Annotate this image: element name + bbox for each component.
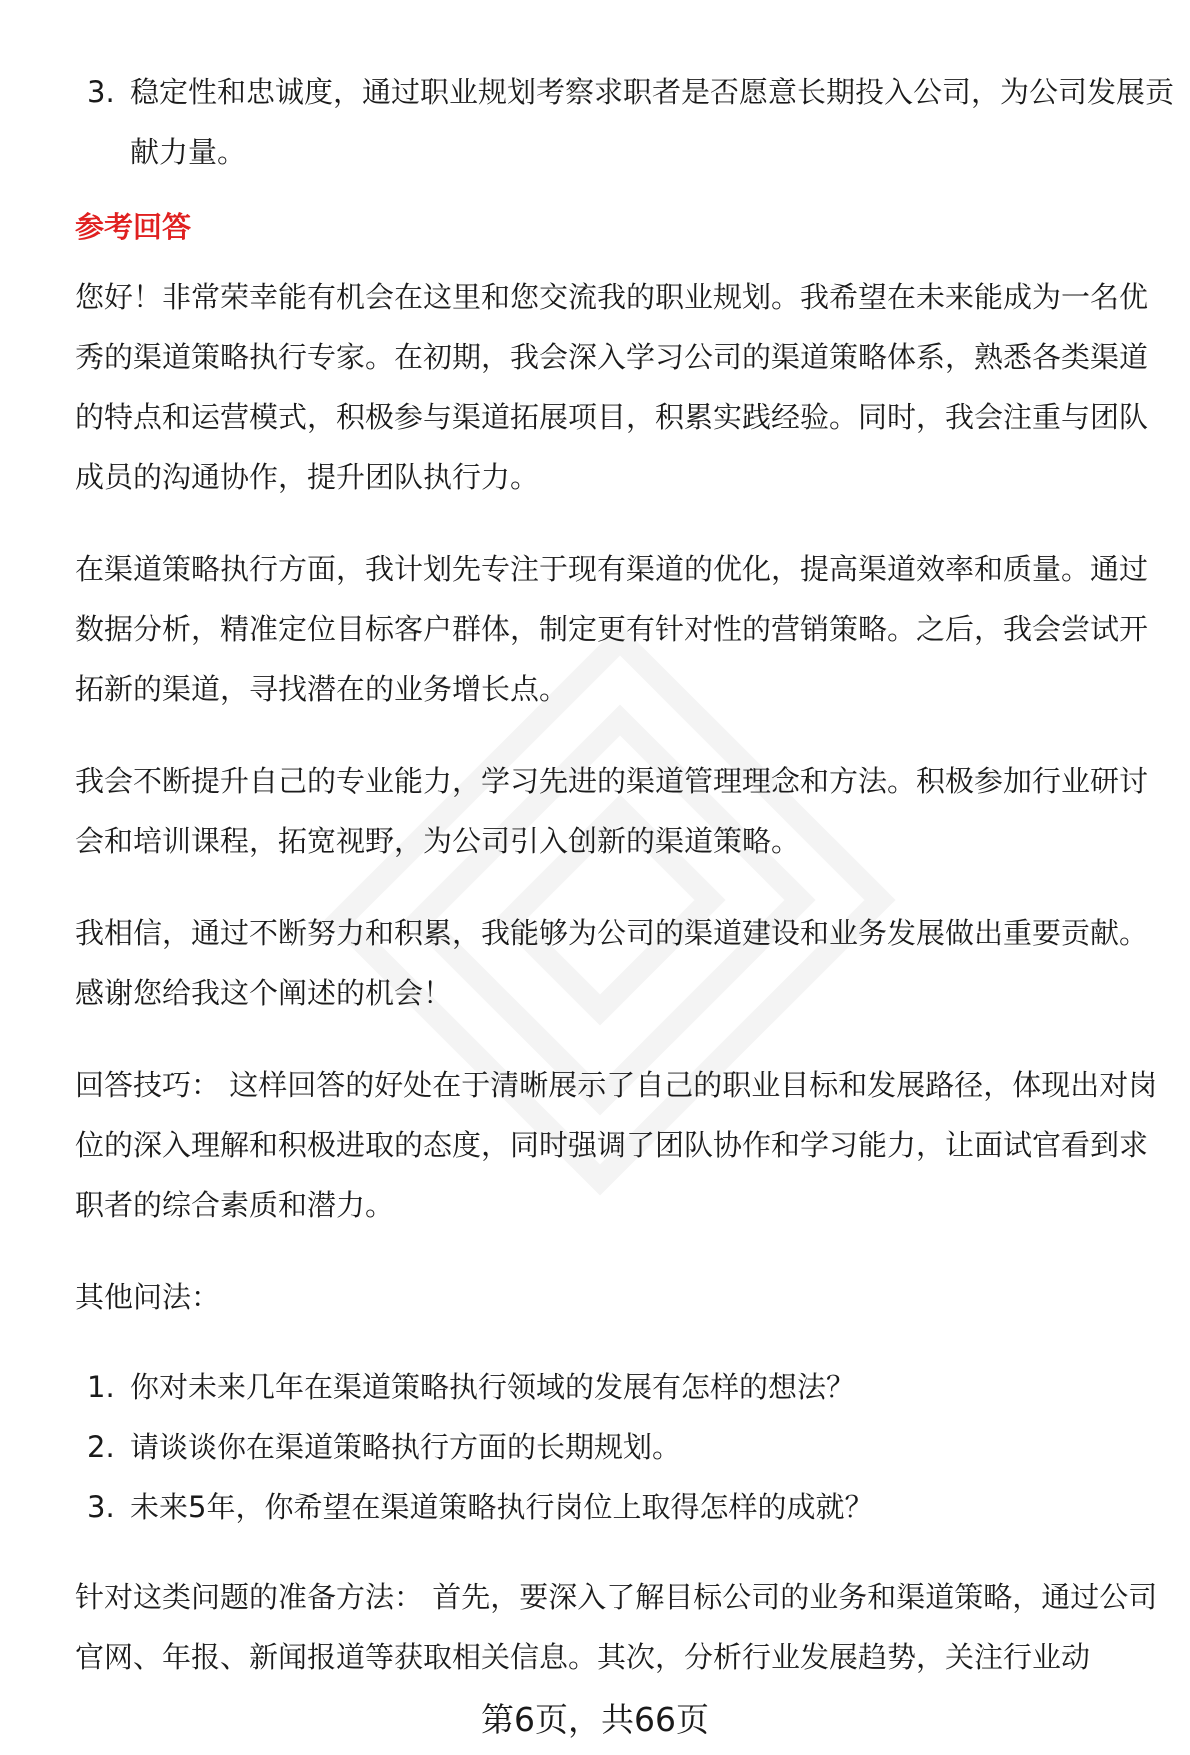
content-area [75, 62, 1175, 1719]
list-item-text: 未来5年，你希望在渠道策略执行岗位上取得怎样的成就？ [130, 1490, 874, 1524]
answer-paragraph-1: 您好！非常荣幸能有机会在这里和您交流我的职业规划。我希望在未来能成为一名优秀的渠道策略执行专家。在初期，我会深入学习公司的渠道策略体系，熟悉各类渠道的特点和运营模式，积极参与渠道拓展项目，积累实践经验。同时，我会注重与团队成员的沟通协作，提升团队执行力。 [75, 280, 1149, 494]
page-number: 第6页，共66页 [481, 1700, 709, 1739]
list-item [75, 62, 1175, 182]
list-item-text: 你对未来几年在渠道策略执行领域的发展有怎样的想法？ [130, 1370, 856, 1404]
list-item-text: 请谈谈你在渠道策略执行方面的长期规划。 [130, 1430, 682, 1464]
list-number: 1. [87, 1370, 115, 1404]
answer-tips: 回答技巧： 这样回答的好处在于清晰展示了自己的职业目标和发展路径，体现出对岗位的深入理解和积极进取的态度，同时强调了团队协作和学习能力，让面试官看到求职者的综合素质和潜力。 [75, 1068, 1158, 1222]
answer-paragraph-3: 我会不断提升自己的专业能力，学习先进的渠道管理理念和方法。积极参加行业研讨会和培训课程，拓宽视野，为公司引入创新的渠道策略。 [75, 764, 1149, 858]
other-questions-label: 其他问法： [75, 1280, 221, 1314]
criteria-list [75, 62, 1175, 182]
list-item [75, 1477, 1175, 1537]
list-item [75, 1357, 1175, 1417]
preparation-method: 针对这类问题的准备方法： 首先，要深入了解目标公司的业务和渠道策略，通过公司官网、年报、新闻报道等获取相关信息。其次，分析行业发展趋势，关注行业动 [75, 1580, 1158, 1674]
answer-paragraph-4: 我相信，通过不断努力和积累，我能够为公司的渠道建设和业务发展做出重要贡献。感谢您给我这个阐述的机会！ [75, 916, 1149, 1010]
answer-paragraph-2: 在渠道策略执行方面，我计划先专注于现有渠道的优化，提高渠道效率和质量。通过数据分析，精准定位目标客户群体，制定更有针对性的营销策略。之后，我会尝试开拓新的渠道，寻找潜在的业务增长点。 [75, 552, 1149, 706]
list-item [75, 1417, 1175, 1477]
list-number: 3. [87, 75, 115, 109]
list-item-text: 稳定性和忠诚度，通过职业规划考察求职者是否愿意长期投入公司，为公司发展贡献力量。 [130, 75, 1175, 169]
list-number: 2. [87, 1430, 115, 1464]
section-title: 参考回答 [75, 210, 192, 244]
list-number: 3. [87, 1490, 115, 1524]
other-questions-list [75, 1357, 1175, 1537]
